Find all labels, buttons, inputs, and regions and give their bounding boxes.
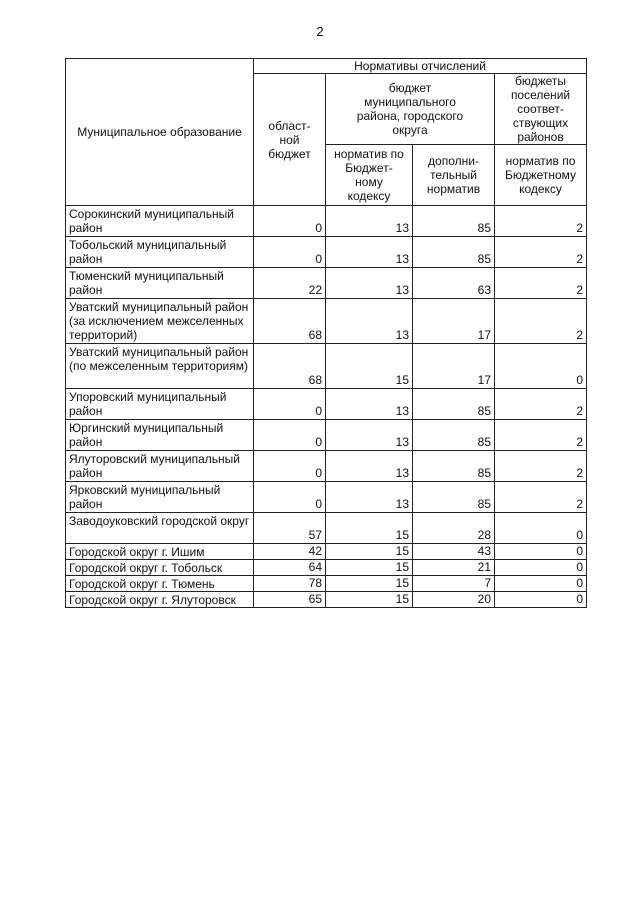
municipality-name: Городской округ г. Тобольск	[66, 560, 254, 576]
municipality-name: Уватский муниципальный район (за исключением межселенных территорий)	[66, 299, 254, 344]
regional-value: 65	[254, 592, 326, 608]
table-row	[66, 451, 587, 482]
norms-table	[65, 58, 587, 608]
district-code-value: 13	[326, 389, 413, 420]
district-extra-value: 7	[413, 576, 495, 592]
district-code-value: 13	[326, 268, 413, 299]
settlement-value: 2	[495, 206, 587, 237]
table-row	[66, 513, 587, 544]
regional-budget-header: област- ной бюджет	[254, 74, 326, 206]
district-budget-header: бюджет муниципального района, городского округа	[326, 74, 495, 145]
regional-value: 68	[254, 344, 326, 389]
district-code-value: 15	[326, 344, 413, 389]
settlement-value: 0	[495, 544, 587, 560]
settlement-value: 2	[495, 451, 587, 482]
district-extra-value: 63	[413, 268, 495, 299]
settlement-value: 2	[495, 420, 587, 451]
district-extra-value: 43	[413, 544, 495, 560]
settlement-value: 0	[495, 513, 587, 544]
settlement-value: 0	[495, 592, 587, 608]
district-code-value: 15	[326, 513, 413, 544]
regional-value: 0	[254, 237, 326, 268]
municipality-name: Заводоуковский городской округ	[66, 513, 254, 544]
municipality-name: Тобольский муниципальный район	[66, 237, 254, 268]
district-extra-norm-header: дополни- тельный норматив	[413, 145, 495, 206]
table-row	[66, 206, 587, 237]
district-code-value: 15	[326, 592, 413, 608]
district-extra-value: 85	[413, 482, 495, 513]
settlement-value: 0	[495, 560, 587, 576]
district-extra-value: 17	[413, 299, 495, 344]
district-code-value: 15	[326, 560, 413, 576]
regional-value: 0	[254, 420, 326, 451]
table-row	[66, 420, 587, 451]
table-row	[66, 482, 587, 513]
district-code-value: 15	[326, 544, 413, 560]
district-code-value: 13	[326, 451, 413, 482]
district-code-value: 13	[326, 482, 413, 513]
district-extra-value: 21	[413, 560, 495, 576]
municipality-name: Городской округ г. Ишим	[66, 544, 254, 560]
norms-header: Нормативы отчислений	[254, 59, 587, 74]
page-number: 2	[316, 24, 324, 39]
regional-value: 0	[254, 482, 326, 513]
district-extra-value: 85	[413, 420, 495, 451]
regional-value: 64	[254, 560, 326, 576]
district-extra-value: 85	[413, 451, 495, 482]
district-extra-value: 20	[413, 592, 495, 608]
district-extra-value: 28	[413, 513, 495, 544]
settlement-value: 2	[495, 268, 587, 299]
regional-value: 78	[254, 576, 326, 592]
settlement-value: 2	[495, 389, 587, 420]
district-extra-value: 85	[413, 389, 495, 420]
municipality-name: Ярковский муниципальный район	[66, 482, 254, 513]
district-extra-value: 85	[413, 237, 495, 268]
regional-value: 57	[254, 513, 326, 544]
table-row	[66, 237, 587, 268]
district-code-value: 13	[326, 237, 413, 268]
table-row	[66, 576, 587, 592]
district-code-norm-header: норматив по Бюджет- ному кодексу	[326, 145, 413, 206]
table-row	[66, 592, 587, 608]
table-row	[66, 268, 587, 299]
regional-value: 42	[254, 544, 326, 560]
municipality-name: Сорокинский муниципальный район	[66, 206, 254, 237]
municipality-name: Тюменский муниципальный район	[66, 268, 254, 299]
municipality-name: Упоровский муниципальный район	[66, 389, 254, 420]
settlement-value: 2	[495, 237, 587, 268]
district-code-value: 13	[326, 420, 413, 451]
table-row	[66, 560, 587, 576]
regional-value: 0	[254, 206, 326, 237]
settlement-value: 2	[495, 299, 587, 344]
regional-value: 22	[254, 268, 326, 299]
municipality-name: Юргинский муниципальный район	[66, 420, 254, 451]
settlement-code-norm-header: норматив по Бюджетному кодексу	[495, 145, 587, 206]
settlements-budget-header: бюджеты поселений соответ- ствующих районов	[495, 74, 587, 145]
regional-value: 0	[254, 451, 326, 482]
table-row	[66, 389, 587, 420]
settlement-value: 0	[495, 576, 587, 592]
regional-value: 68	[254, 299, 326, 344]
table-row	[66, 299, 587, 344]
regional-value: 0	[254, 389, 326, 420]
table-row	[66, 344, 587, 389]
settlement-value: 0	[495, 344, 587, 389]
municipality-name: Городской округ г. Ялуторовск	[66, 592, 254, 608]
district-code-value: 15	[326, 576, 413, 592]
district-extra-value: 85	[413, 206, 495, 237]
district-code-value: 13	[326, 299, 413, 344]
municipality-header: Муниципальное образование	[66, 59, 254, 206]
table-row	[66, 544, 587, 560]
municipality-name: Городской округ г. Тюмень	[66, 576, 254, 592]
settlement-value: 2	[495, 482, 587, 513]
municipality-name: Ялуторовский муниципальный район	[66, 451, 254, 482]
district-extra-value: 17	[413, 344, 495, 389]
district-code-value: 13	[326, 206, 413, 237]
municipality-name: Уватский муниципальный район (по межселенным территориям)	[66, 344, 254, 389]
